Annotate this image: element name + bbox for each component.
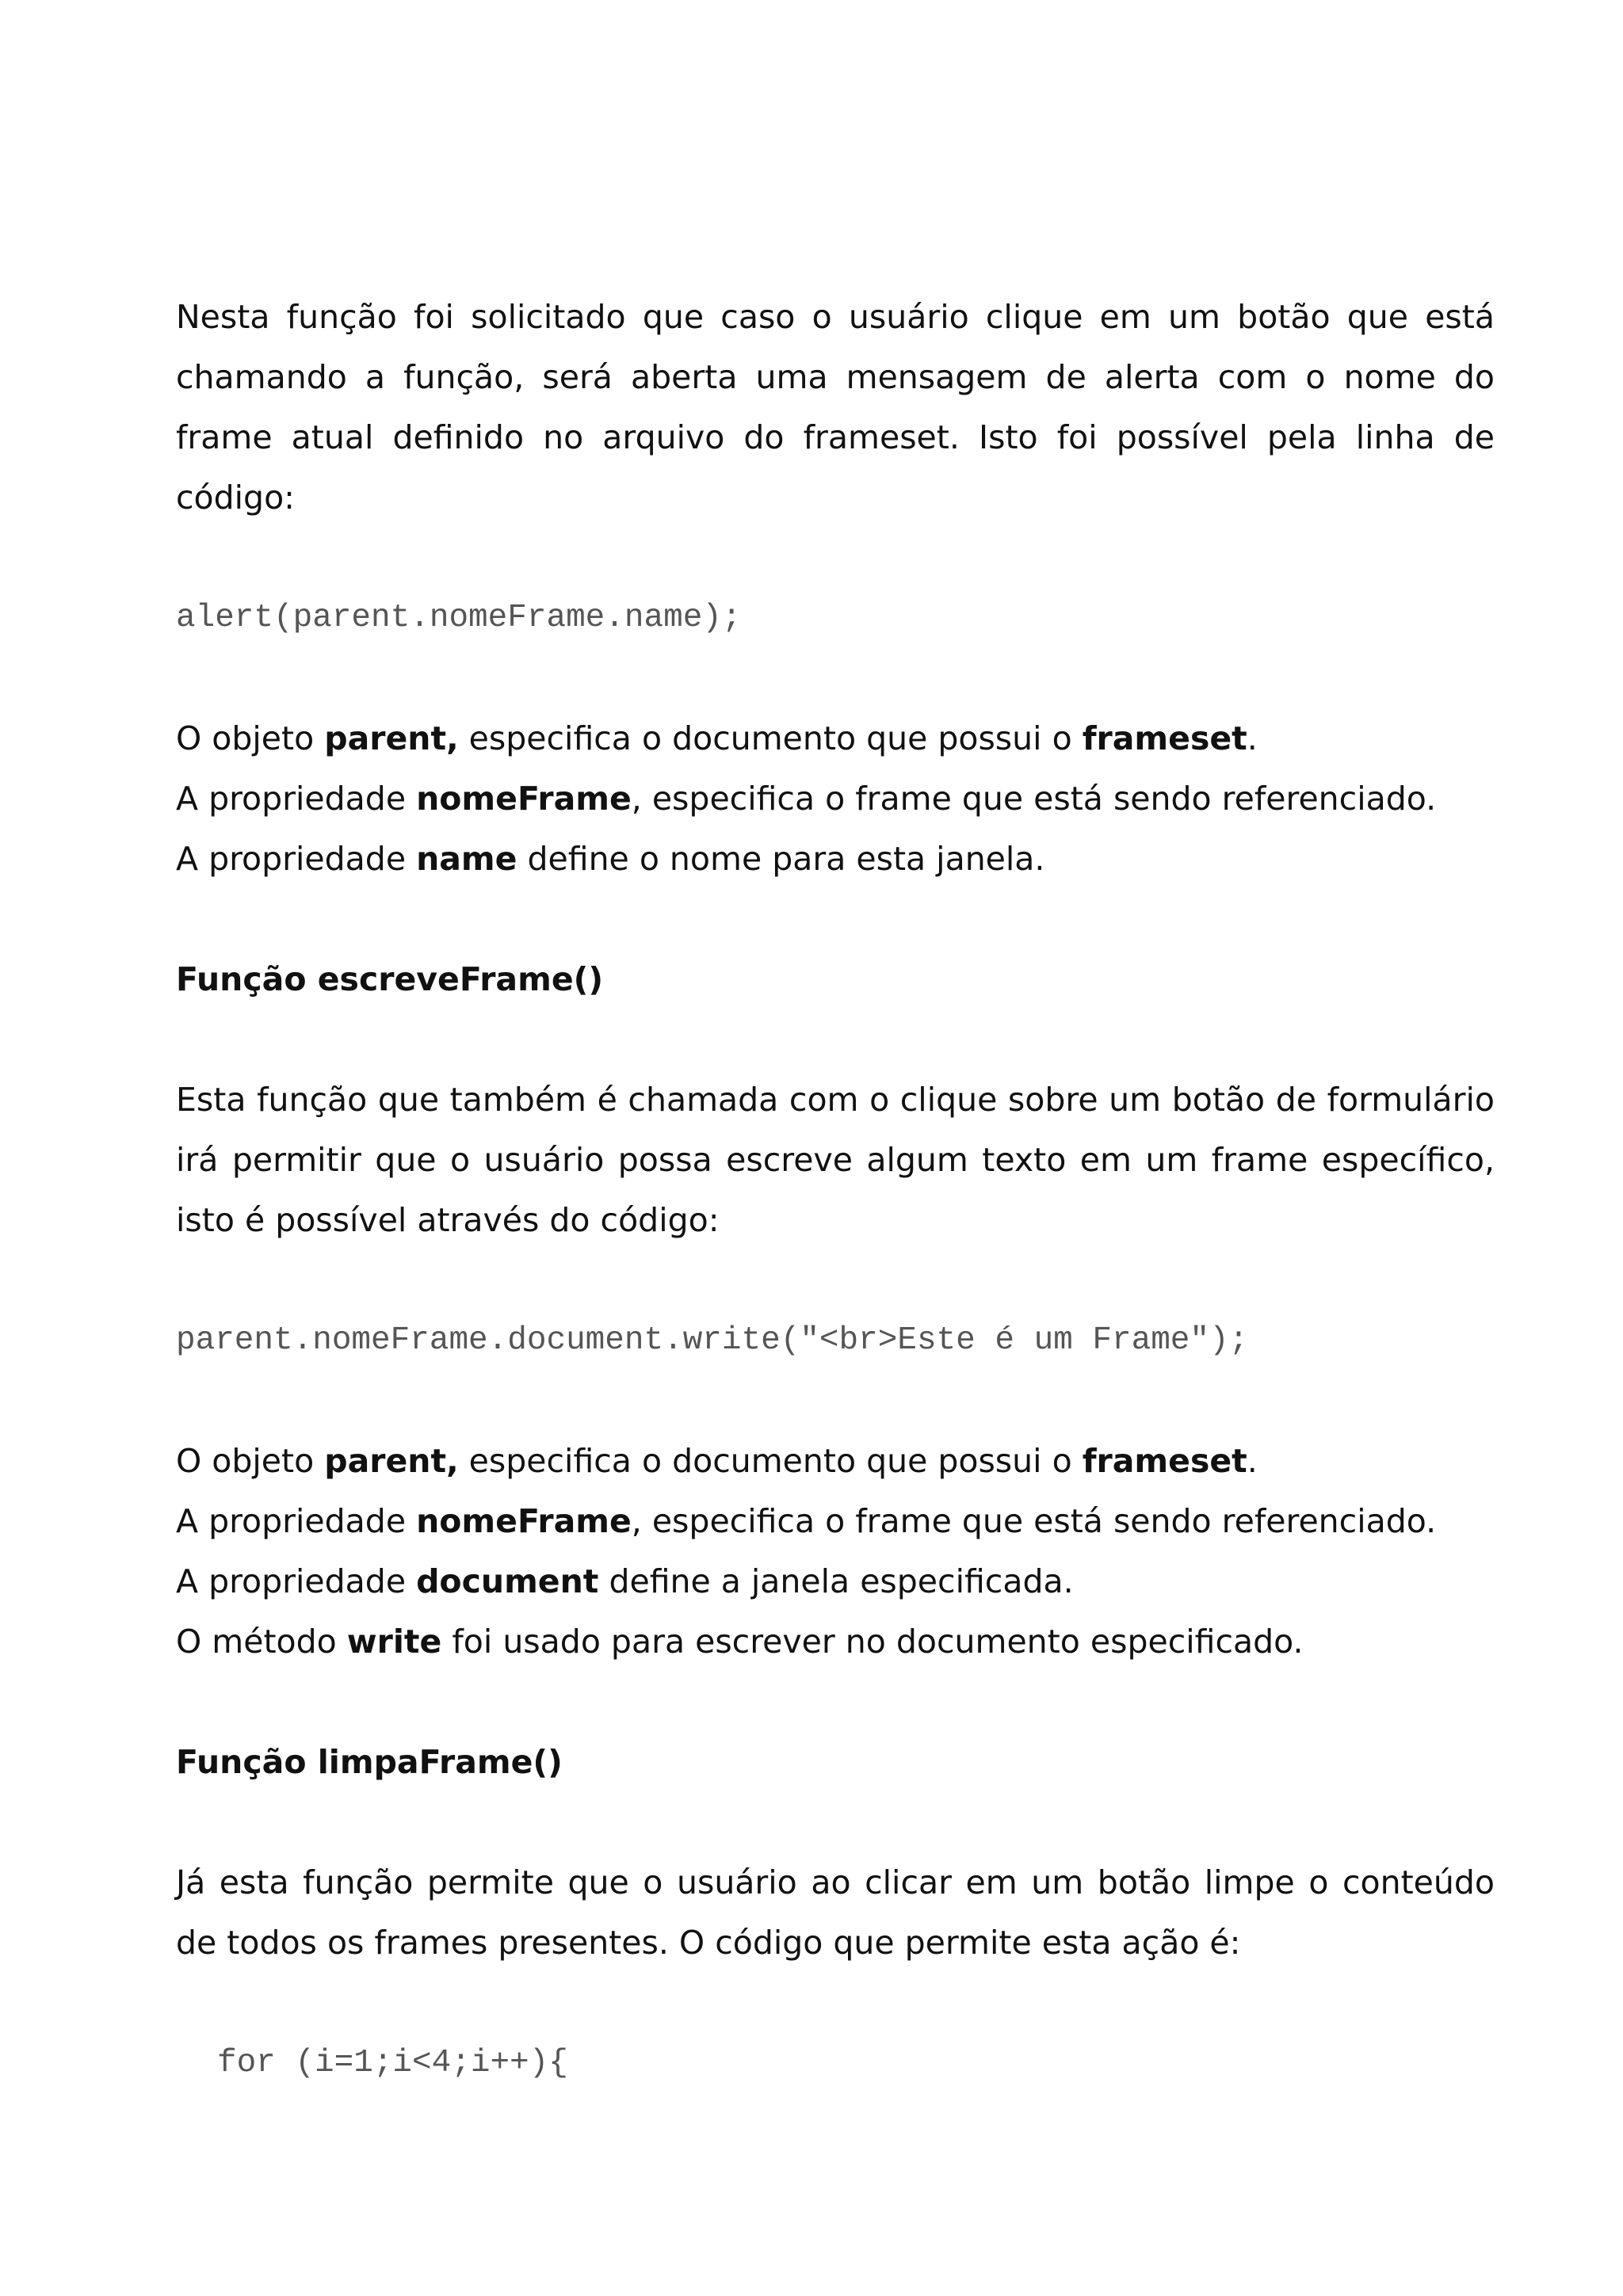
desc1-line-parent: O objeto parent, especifica o documento que possui o frameset.: [176, 719, 1258, 757]
document-page: [176, 287, 1495, 2093]
intro-paragraph: Nesta função foi solicitado que caso o usuário clique em um botão que está chamando a função, será aberta uma mensagem de alerta com o nome do frame atual definido no arquivo do frameset. Isto foi possível pela linha de código:: [176, 298, 1495, 517]
heading-escreveframe: Função escreveFrame(): [176, 960, 604, 998]
spacer: [176, 889, 1495, 949]
code-alert: alert(parent.nomeFrame.name);: [176, 600, 742, 636]
desc1-line-nomeframe: A propriedade nomeFrame, especifica o frame que está sendo referenciado.: [176, 780, 1437, 818]
desc2-line-write: O método write foi usado para escrever no documento especificado.: [176, 1623, 1304, 1661]
spacer: [176, 1009, 1495, 1070]
desc1-line-name: A propriedade name define o nome para esta janela.: [176, 840, 1045, 878]
spacer: [176, 528, 1495, 588]
desc2-line-parent: O objeto parent, especifica o documento que possui o frameset.: [176, 1442, 1258, 1480]
code-for-loop: for (i=1;i<4;i++){: [217, 2045, 568, 2081]
spacer: [176, 1672, 1495, 1732]
desc2-line-nomeframe: A propriedade nomeFrame, especifica o frame que está sendo referenciado.: [176, 1502, 1437, 1540]
spacer: [176, 1973, 1495, 2033]
heading-limpaframe: Função limpaFrame(): [176, 1743, 563, 1781]
code-write: parent.nomeFrame.document.write("<br>Este é um Frame");: [176, 1322, 1249, 1359]
spacer: [176, 1371, 1495, 1431]
parent-description-2: [176, 1431, 1495, 1672]
spacer: [176, 1792, 1495, 1852]
spacer: [176, 648, 1495, 708]
escreve-paragraph: Esta função que também é chamada com o clique sobre um botão de formulário irá permitir que o usuário possa escreve algum texto em um frame específico, isto é possível através do código:: [176, 1081, 1495, 1239]
spacer: [176, 1250, 1495, 1310]
limpa-paragraph: Já esta função permite que o usuário ao clicar em um botão limpe o conteúdo de todos os frames presentes. O código que permite esta ação é:: [176, 1863, 1495, 1962]
desc2-line-document: A propriedade document define a janela especificada.: [176, 1562, 1074, 1600]
parent-description-1: [176, 708, 1495, 889]
